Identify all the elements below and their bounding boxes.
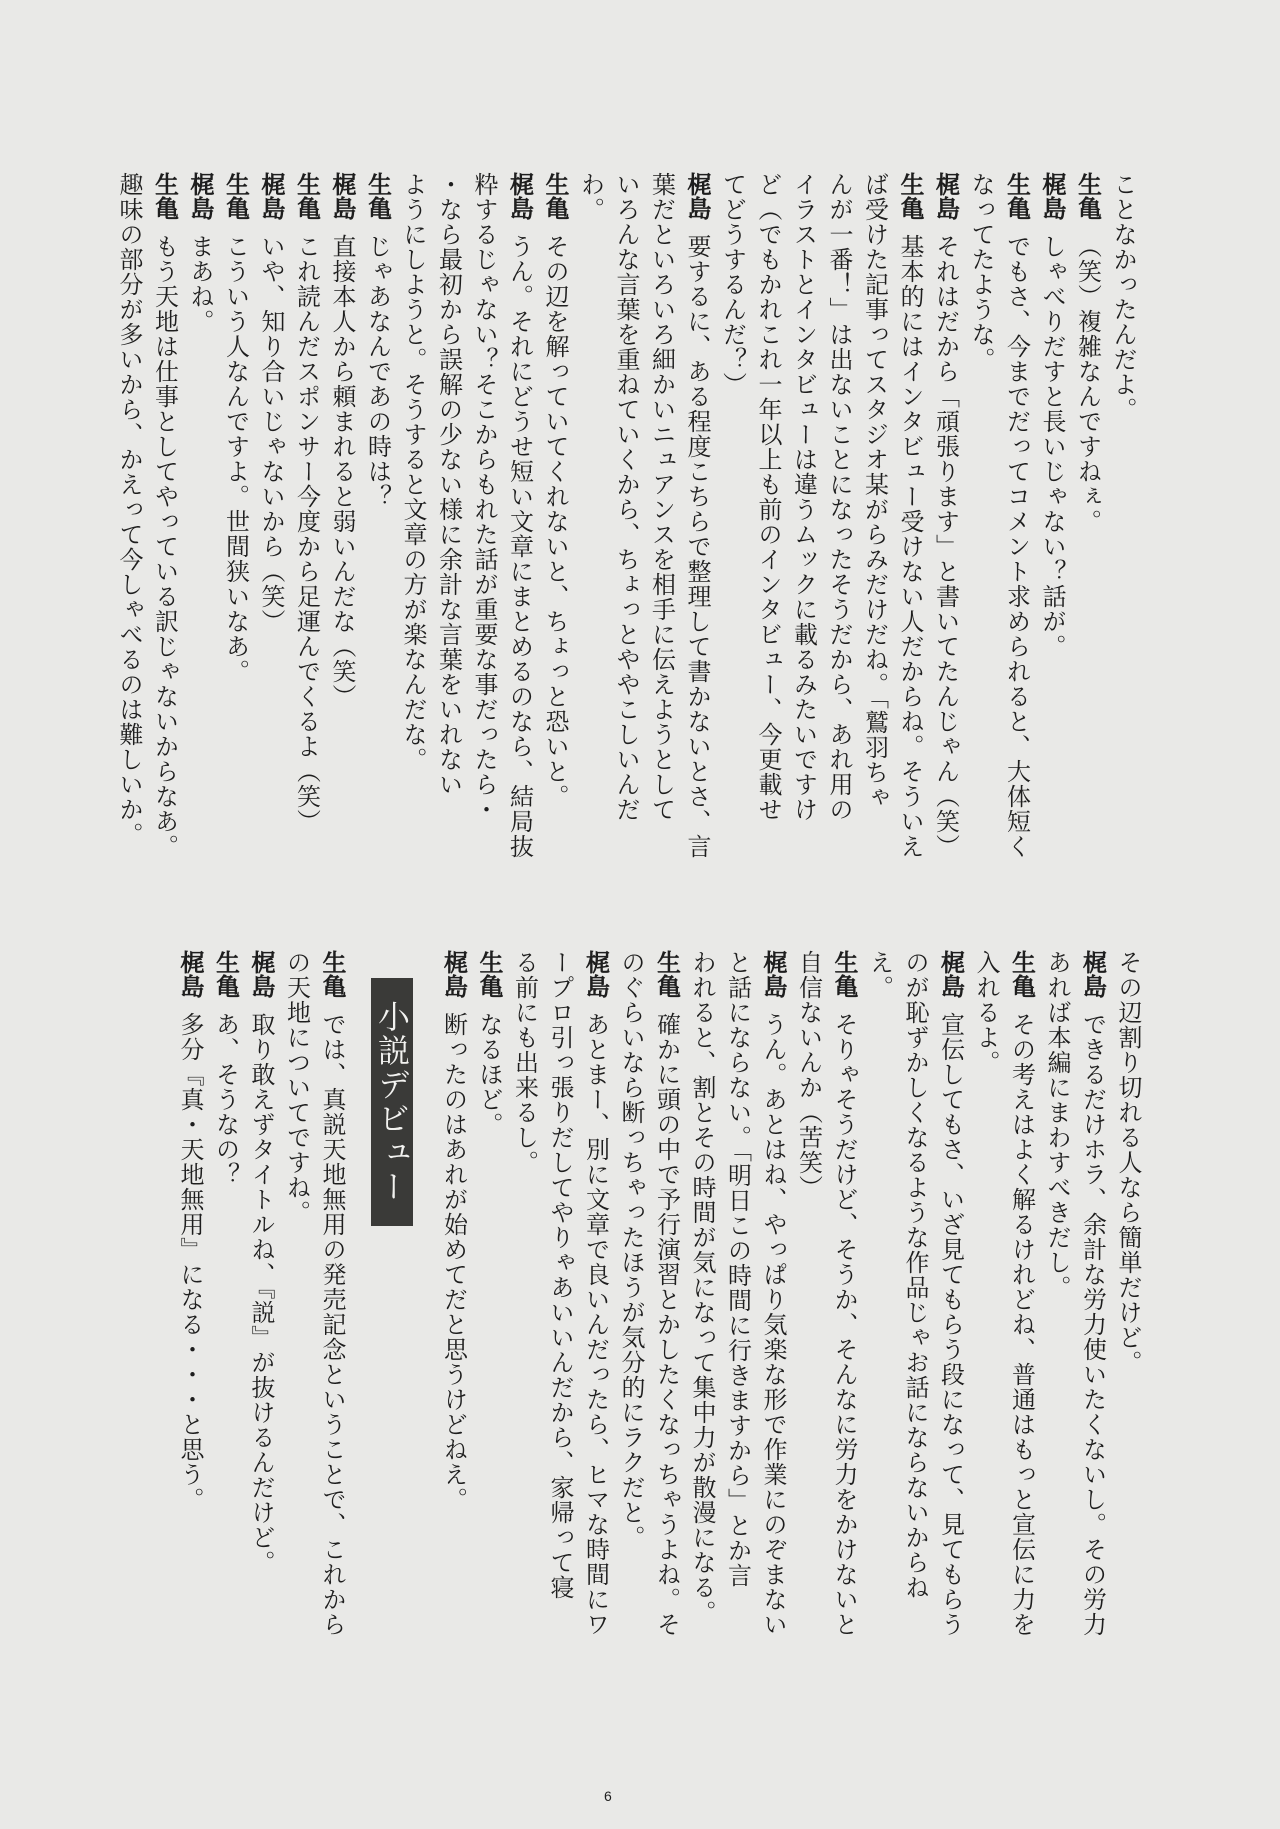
line-text: その辺を解っていてくれないと、ちょっと恐いと。 xyxy=(541,234,569,809)
dialogue-line xyxy=(1110,950,1146,1750)
speaker-name: 梶島 xyxy=(257,172,285,220)
speaker-name: 梶島 xyxy=(759,950,787,998)
line-text: え。 xyxy=(865,950,894,1000)
line-text: 粋するじゃない？そこからもれた話が重要な事だったら・ xyxy=(470,172,498,822)
dialogue-line xyxy=(932,950,968,1750)
dialogue-line xyxy=(243,950,279,1750)
line-text: 直接本人から頼まれると弱いんだな（笑） xyxy=(328,234,356,709)
dialogue-line xyxy=(359,172,395,932)
speaker-name: 梶島 xyxy=(176,950,204,998)
line-text: うん。それにどうせ短い文章にまとめるのなら、結局抜 xyxy=(505,234,534,859)
dialogue-line xyxy=(963,172,999,932)
dialogue-block-top xyxy=(111,172,1141,932)
dialogue-line xyxy=(1074,950,1110,1750)
dialogue-line xyxy=(577,950,613,1750)
line-text: もう天地は仕事としてやっている訳じゃないからなあ。 xyxy=(150,234,179,859)
dialogue-line xyxy=(395,172,431,932)
speaker-name: 梶島 xyxy=(1038,172,1066,220)
dialogue-line xyxy=(1105,172,1141,932)
line-text: 趣味の部分が多いから、かえって今しゃべるのは難しいか。 xyxy=(115,172,143,847)
page-number: 6 xyxy=(604,1788,612,1804)
line-text: 多分『真・天地無用』になる・・・と思う。 xyxy=(176,1012,204,1512)
dialogue-line xyxy=(278,950,314,1750)
dialogue-line xyxy=(750,172,786,932)
line-text: その辺割り切れる人なら簡単だけど。 xyxy=(1114,950,1142,1375)
line-text: ことなかったんだよ。 xyxy=(1109,172,1137,422)
line-text: 葉だといろいろ細かいニュアンスを相手に伝えようとして xyxy=(647,172,676,822)
dialogue-line xyxy=(892,172,928,932)
dialogue-line xyxy=(1003,950,1039,1750)
line-text: こういう人なんですよ。世間狭いなあ。 xyxy=(221,234,250,684)
line-text: われると、割とその時間が気になって集中力が散漫になる。 xyxy=(688,950,716,1625)
line-text: ば受けた記事ってスタジオ某がらみだけだね。「鷲羽ちゃ xyxy=(860,172,889,810)
line-text: てどうするんだ？） xyxy=(718,172,747,397)
dialogue-line xyxy=(861,950,897,1750)
line-text: でもさ、今までだってコメント求められると、大体短く xyxy=(1002,234,1031,859)
speaker-name: 生亀 xyxy=(211,950,240,998)
dialogue-line xyxy=(998,172,1034,932)
line-text: ど（でもかれこれ一年以上も前のインタビュー、今更載せ xyxy=(754,172,782,822)
line-text: 断ったのはあれが始めてだと思うけどねえ。 xyxy=(439,1012,468,1512)
dialogue-line xyxy=(324,172,360,932)
section-heading: 小説デビュー xyxy=(371,978,413,1226)
line-text: では、真説天地無用の発売記念ということで、これから xyxy=(318,1012,346,1637)
line-text: じゃあなんであの時は？ xyxy=(363,234,392,509)
line-text: わ。 xyxy=(576,172,605,222)
dialogue-line xyxy=(785,172,821,932)
dialogue-line xyxy=(207,950,243,1750)
dialogue-line xyxy=(111,172,147,932)
line-text: それはだから「頑張ります」と書いてたんじゃん（笑） xyxy=(931,234,960,859)
line-text: しゃべりだすと長いじゃない？話が。 xyxy=(1038,234,1066,659)
line-text: 自信ないんか（苦笑） xyxy=(794,950,823,1200)
dialogue-line xyxy=(790,950,826,1750)
dialogue-line xyxy=(172,950,208,1750)
dialogue-line xyxy=(182,172,218,932)
speaker-name: 梶島 xyxy=(328,172,356,220)
speaker-name: 生亀 xyxy=(292,172,321,220)
line-text: そりゃそうだけど、そうか、そんなに労力をかけないと xyxy=(830,1012,858,1637)
dialogue-line xyxy=(714,172,750,932)
line-text: のぐらいなら断っちゃったほうが気分的にラクだと。 xyxy=(617,950,645,1550)
line-text: なってたような。 xyxy=(967,172,995,372)
dialogue-line xyxy=(217,172,253,932)
dialogue-line xyxy=(506,950,542,1750)
line-text: る前にも出来るし。 xyxy=(510,950,539,1175)
line-text: と話にならない。「明日この時間に行きますから」とか言 xyxy=(723,950,752,1588)
dialogue-line xyxy=(253,172,289,932)
speaker-name: 梶島 xyxy=(439,950,468,998)
speaker-name: 生亀 xyxy=(1073,172,1102,220)
speaker-name: 梶島 xyxy=(936,950,965,998)
speaker-name: 生亀 xyxy=(896,172,924,220)
line-text: これ読んだスポンサー今度から足運んでくるよ（笑） xyxy=(292,234,321,834)
line-text: んが一番！」は出ないことになったそうだから、あれ用の xyxy=(825,172,853,822)
dialogue-line xyxy=(537,172,573,932)
dialogue-line xyxy=(648,950,684,1750)
dialogue-line xyxy=(613,950,649,1750)
line-text: の天地についてですね。 xyxy=(282,950,311,1225)
line-text: その考えはよく解るけれどね、普通はもっと宣伝に力を xyxy=(1007,1012,1036,1637)
speaker-name: 生亀 xyxy=(652,950,681,998)
speaker-name: 生亀 xyxy=(318,950,346,998)
line-text: まあね。 xyxy=(186,234,214,334)
speaker-name: 生亀 xyxy=(1002,172,1031,220)
speaker-name: 生亀 xyxy=(830,950,858,998)
line-text: あれば本編にまわすべきだし。 xyxy=(1043,950,1071,1300)
line-text: 基本的にはインタビュー受けない人だからね。そういえ xyxy=(896,234,924,859)
speaker-name: 梶島 xyxy=(931,172,960,220)
speaker-name: 梶島 xyxy=(186,172,214,220)
line-text: 取り敢えずタイトルね、『説』が抜けるんだけど。 xyxy=(247,1012,275,1575)
dialogue-line xyxy=(755,950,791,1750)
dialogue-line xyxy=(968,950,1004,1750)
speaker-name: 生亀 xyxy=(541,172,569,220)
speaker-name: 生亀 xyxy=(475,950,503,998)
line-text: ようにしようと。そうすると文章の方が楽なんだな。 xyxy=(399,172,427,772)
dialogue-line xyxy=(430,172,466,932)
speaker-name: 生亀 xyxy=(1007,950,1036,998)
dialogue-line xyxy=(897,950,933,1750)
dialogue-line xyxy=(466,172,502,932)
line-text: いろんな言葉を重ねていくから、ちょっとややこしいんだ xyxy=(612,172,640,822)
dialogue-line xyxy=(288,172,324,932)
dialogue-line xyxy=(542,950,578,1750)
dialogue-line xyxy=(1034,172,1070,932)
line-text: イラストとインタビューは違うムックに載るみたいですけ xyxy=(789,172,818,822)
dialogue-line xyxy=(643,172,679,932)
dialogue-line xyxy=(1039,950,1075,1750)
speaker-name: 梶島 xyxy=(505,172,534,220)
dialogue-line xyxy=(927,172,963,932)
dialogue-line xyxy=(679,172,715,932)
line-text: （笑）複雑なんですねぇ。 xyxy=(1073,234,1102,534)
line-text: あとまー、別に文章で良いんだったら、ヒマな時間にワ xyxy=(581,1012,610,1637)
line-text: 宣伝してもさ、いざ見てもらう段になって、見てもらう xyxy=(936,1012,965,1637)
dialogue-block-bottom xyxy=(172,950,1146,1750)
line-text: あ、そうなの？ xyxy=(211,1012,240,1187)
line-text: 要するに、ある程度こちらで整理して書かないとさ、言 xyxy=(683,234,711,859)
dialogue-line xyxy=(572,172,608,932)
speaker-name: 梶島 xyxy=(581,950,610,998)
dialogue-line xyxy=(314,950,350,1750)
speaker-name: 生亀 xyxy=(221,172,250,220)
line-text: 確かに頭の中で予行演習とかしたくなっちゃうよね。そ xyxy=(652,1012,681,1637)
dialogue-line xyxy=(1069,172,1105,932)
line-text: うん。あとはね、やっぱり気楽な形で作業にのぞまない xyxy=(759,1012,787,1637)
line-text: ープロ引っ張りだしてやりゃあいいんだから、家帰って寝 xyxy=(546,950,574,1600)
dialogue-line xyxy=(501,172,537,932)
line-text: できるだけホラ、余計な労力使いたくないし。その労力 xyxy=(1078,1012,1107,1637)
line-text: 入れるよ。 xyxy=(972,950,1000,1075)
dialogue-line xyxy=(435,950,471,1750)
line-text: のが恥ずかしくなるような作品じゃお話にならないからね xyxy=(901,950,929,1600)
dialogue-line xyxy=(146,172,182,932)
line-text: ・なら最初から誤解の少ない様に余計な言葉をいれない xyxy=(434,172,463,797)
dialogue-line xyxy=(826,950,862,1750)
dialogue-line xyxy=(856,172,892,932)
speaker-name: 梶島 xyxy=(683,172,711,220)
speaker-name: 生亀 xyxy=(363,172,392,220)
dialogue-line xyxy=(821,172,857,932)
speaker-name: 生亀 xyxy=(150,172,179,220)
dialogue-line xyxy=(719,950,755,1750)
line-text: いや、知り合いじゃないから（笑） xyxy=(257,234,285,634)
dialogue-line xyxy=(471,950,507,1750)
speaker-name: 梶島 xyxy=(1078,950,1107,998)
speaker-name: 梶島 xyxy=(247,950,275,998)
dialogue-line xyxy=(608,172,644,932)
dialogue-line xyxy=(684,950,720,1750)
line-text: なるほど。 xyxy=(475,1012,503,1137)
